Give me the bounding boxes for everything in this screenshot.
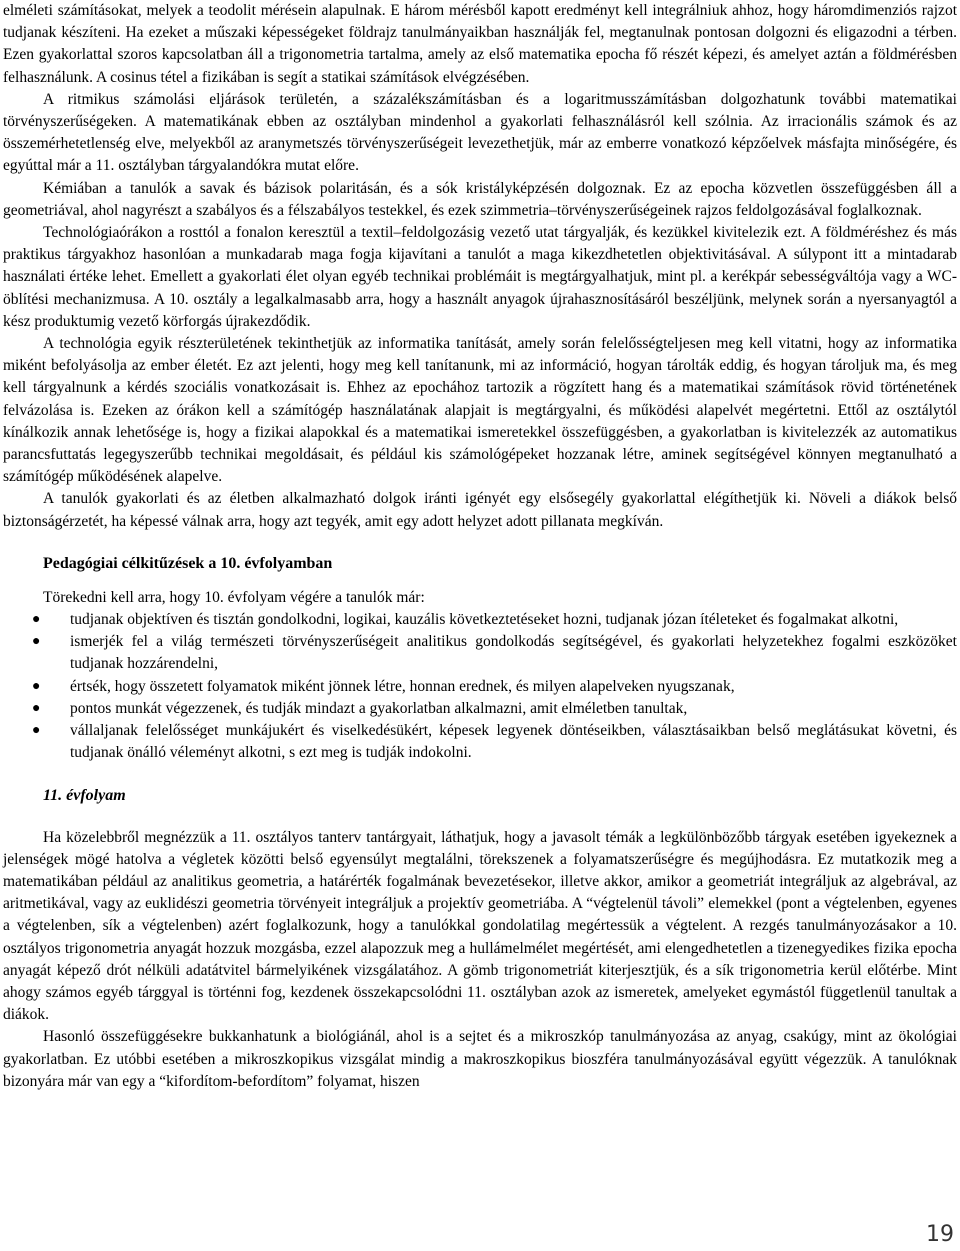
paragraph-chemistry: Kémiában a tanulók a savak és bázisok polaritásán, és a sók kristályképzésén dolgoznak. Ez az epocha közvetlen összefüggésben áll a geometriával, ahol nagyrészt a szabályos és a félszabályos testekkel, és ezek szimmetria–törvényszerűségeinek rajzos feldolgozásával foglalkoznak. bbox=[3, 179, 957, 219]
section-intro-grade-10: Törekedni kell arra, hogy 10. évfolyam végére a tanulók már: bbox=[43, 588, 425, 606]
bullet-icon: ● bbox=[32, 612, 41, 628]
paragraph-rhythmic-calculation: A ritmikus számolási eljárások területén, a százalékszámításban és a logaritmusszámításban dolgozhatunk további matematikai törvényszerűségeken. A matematikának ebben az osztályban mindenhol a gyakorlati felhasználásról kell szólnia. Az irracionális számok és az összemérhetetlenség elve, melyekből az aranymetszés törvényszerűségeit levezethetjük, már az emberre vonatkozó képzőelvek másfajta minőségére, és egyúttal már a 11. osztályban tárgyalandókra mutat előre. bbox=[3, 90, 957, 175]
list-item: ● vállaljanak felelősséget munkájukért és viselkedésükért, képesek legyenek döntéseikben, választásaikban belső meglátásukat követni, és tudjanak önálló véleményt alkotni, s ezt meg is tudják indokolni. bbox=[32, 722, 957, 762]
section-heading-grade-10: Pedagógiai célkitűzések a 10. évfolyamban bbox=[43, 554, 333, 572]
goals-list bbox=[3, 609, 957, 764]
paragraph-biology: Hasonló összefüggésekre bukkanhatunk a biológiánál, ahol is a sejtet és a mikroszkóp tanulmányozása az anyag, csakúgy, mint az ökológiai gyakorlatban. Ez utóbbi esetében a mikroszkopikus vizsgálat mindig a makroszkopikus bioszféra tanulmányozásával együtt végezzük. A tanulóknak bizonyára már van egy a “kifordítom-befordítom” folyamat, hiszen bbox=[3, 1028, 957, 1090]
bullet-icon: ● bbox=[32, 700, 41, 716]
paragraph-technology: Technológiaórákon a rosttól a fonalon keresztül a textil–feldolgozásig vezető utat tárgyalják, és kezükkel kivitelezik ezt. A földméréshez és más praktikus tárgyakhoz hasonlóan a munkadarab maga fogja kijavítani a tanulót a maga kikezdhetetlen objektivitásával. A súlypont itt a mintadarab használati értéke lehet. Emellett a gyakorlati élet olyan egyéb technikai problémáit is megtárgyalhatjuk, mint pl. a kerékpár sebességváltója vagy a WC-öblítési mechanizmusa. A 10. osztály a legalkalmasabb arra, hogy a használt anyagok újrahasznosításáról beszéljünk, melynek során a nyersanyagtól a kész produktumig vezető körforgás újrakezdődik. bbox=[3, 224, 957, 330]
bullet-icon: ● bbox=[32, 723, 41, 739]
list-item: ● tudjanak objektíven és tisztán gondolkodni, logikai, kauzális következtetéseket hozni, tudjanak józan ítéleteket és fogalmakat alkotni, bbox=[3, 609, 957, 631]
list-item: ● pontos munkát végezzenek, és tudják mindazt a gyakorlatban alkalmazni, amit elméletben tanultak, bbox=[3, 698, 957, 720]
paragraph-trigonometry: elméleti számításokat, melyek a teodolit mérésein alapulnak. E három mérésből kapott eredményt kell integrálniuk ahhoz, hogy háromdimenziós rajzot tudjanak készíteni. Ha ezeket a műszaki képességeket földrajz tanulmányaikban használják fel, megtanulnak pontosan dolgozni és eligazodni a térben. Ezen gyakorlattal szoros kapcsolatban áll a trigonometria tartalma, amely az első matematika epocha fő részét képezi, és amelyet aztán a földmérésben felhasználunk. A cosinus tétel a fizikában is segít a statikai számítások elvégzésében. bbox=[3, 2, 957, 86]
section-heading-grade-11: 11. évfolyam bbox=[43, 786, 126, 804]
text-column bbox=[3, 0, 957, 1093]
list-item: ● értsék, hogy összetett folyamatok miként jönnek létre, honnan erednek, és milyen alapelveken nyugszanak, bbox=[3, 676, 957, 698]
paragraph-grade-11-curriculum: Ha közelebbről megnézzük a 11. osztályos tanterv tantárgyait, láthatjuk, hogy a javasolt témák a legkülönbözőbb tárgyak esetében igyekeznek a jelenségek mögé hatolva a végletek közötti belső egyensúlyt megtalálni, törekszenek a folyamatszerűségre és megújhodásra. Ez mutatkozik meg a matematikában például az analitikus geometria, a határérték fogalmának bevezetésekor, illetve akkor, amikor a geometriát integráljuk az algebrával, az aritmetikával, vagy az euklidészi geometria törvényeit integráljuk a projektív geometriába. A “végtelenül távoli” elemekkel (pont a végtelenben, egyenes a végtelenben, sík a végtelenben) azért foglalkozunk, hogy a tanulókkal gondolatilag megértessük a végtelent. A rezgés tanulmányozásakor a 10. osztályos trigonometria anyagát hozzuk mozgásba, ezzel alapozzuk meg a hullámelmélet megértését, ami elengedhetetlen a tizenegyedikes fizika epocha anyagát képező drót nélküli adatátvitel bármelyikének vizsgálatához. A gömb trigonometriát kiterjesztjük, és a sík trigonometria kerül előtérbe. Mint ahogy számos egyéb tárggyal is történni fog, kezdenek összekapcsolódni 11. osztályban azok az ismeretek, amelyeket egymástól függetlenül tanultak a diákok. bbox=[3, 828, 957, 1024]
bullet-icon: ● bbox=[32, 634, 41, 650]
paragraph-first-aid: A tanulók gyakorlati és az életben alkalmazható dolgok iránti igényét egy elsősegély gyakorlattal elégíthetjük ki. Növeli a diákok belső biztonságérzetét, ha képessé válnak arra, hogy azt tegyék, amit egy adott helyzet adott pillanata megkíván. bbox=[3, 490, 957, 530]
paragraph-informatics: A technológia egyik részterületének tekinthetjük az informatika tanítását, amely során felelősségteljesen meg kell vitatni, hogy az informatika miként befolyásolja az ember életét. Ez azt jelenti, hogy meg kell tanítanunk, mi az információ, hogyan tárolták eddig, és hogyan tároljuk ma, és meg kell tárgyalnunk a kérdés szociális vonatkozásait is. Ehhez az epochához tartozik a rögzített hang és a matematikai számítások rövid történetének felvázolása is. Ezeken az órákon kell a számítógép használatának alapjait is megtárgyalni, és működési alapelvét megértetni. Ettől az osztálytól kínálkozik annak lehetősége is, hogy a fizikai alapokkal és a matematikai ismeretekkel összefüggésben, a gyakorlatban is kivitelezzék az automatikus parancsfuttatás legegyszerűbb technikai megoldásait, és például kis számológépeket hozzanak létre, aminek segítségével könnyen megtanulható a számítógép működésének alapelve. bbox=[3, 335, 957, 486]
bullet-icon: ● bbox=[32, 678, 41, 694]
page-number: 19 bbox=[926, 1222, 954, 1247]
list-item: ● ismerjék fel a világ természeti törvényszerűségeit analitikus gondolkodás segítségével, és gyakorlati helyzetekhez fogalmi eszközöket tudjanak hozzárendelni, bbox=[32, 633, 957, 673]
